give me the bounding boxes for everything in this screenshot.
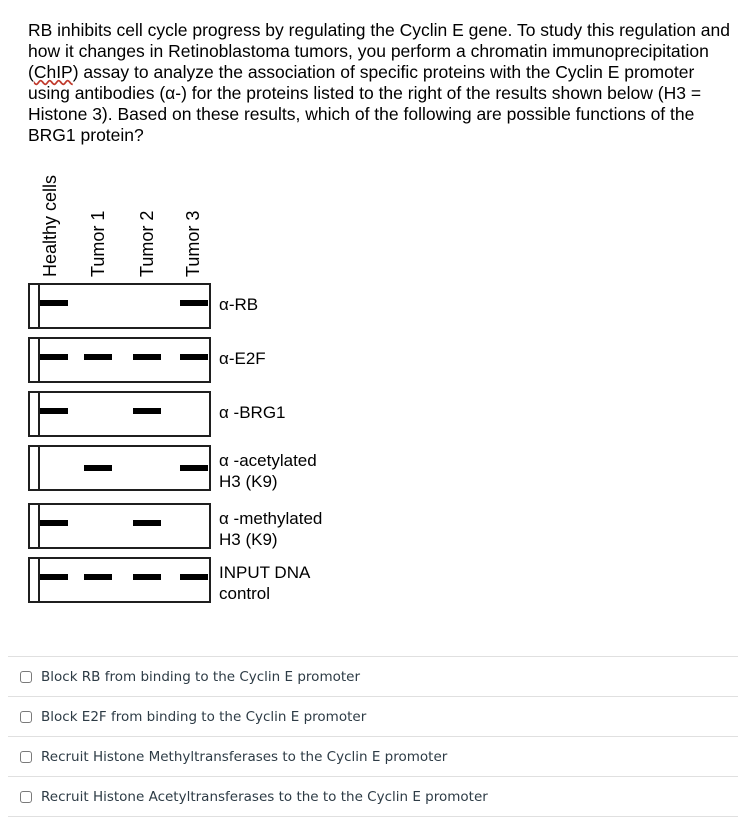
antibody-label-line1: α -methylated bbox=[219, 509, 323, 528]
band-row5-lane2 bbox=[133, 574, 161, 580]
option-label: Recruit Histone Acetyltransferases to the to the Cyclin E promoter bbox=[41, 788, 488, 805]
band-row2-lane2 bbox=[133, 408, 161, 414]
gel-well-edge bbox=[38, 339, 40, 381]
band-row5-lane3 bbox=[180, 574, 208, 580]
answer-options bbox=[8, 656, 738, 817]
question-text bbox=[28, 20, 738, 146]
gel-row-3 bbox=[28, 445, 211, 491]
band-row1-lane3 bbox=[180, 354, 208, 360]
antibody-label-line1: INPUT DNA bbox=[219, 563, 311, 582]
band-row4-lane2 bbox=[133, 520, 161, 526]
antibody-label-line2: H3 (K9) bbox=[219, 472, 278, 491]
band-row4-lane0 bbox=[40, 520, 68, 526]
option-checkbox[interactable] bbox=[20, 671, 32, 683]
gel-well-edge bbox=[38, 559, 40, 601]
antibody-label-5 bbox=[219, 562, 310, 604]
antibody-label-4 bbox=[219, 508, 322, 550]
band-row2-lane0 bbox=[40, 408, 68, 414]
band-row1-lane1 bbox=[84, 354, 112, 360]
band-row3-lane1 bbox=[84, 465, 112, 471]
chip-word: ChIP bbox=[33, 62, 73, 82]
gel-well-edge bbox=[38, 505, 40, 547]
antibody-label-line2: control bbox=[219, 584, 271, 603]
lane-label-0: Healthy cells bbox=[40, 174, 60, 277]
antibody-label-line1: α-E2F bbox=[219, 349, 266, 368]
lane-label-3: Tumor 3 bbox=[183, 210, 203, 277]
option-block-rb[interactable] bbox=[8, 656, 738, 696]
gel-row-0 bbox=[28, 283, 211, 329]
antibody-label-1 bbox=[219, 348, 266, 369]
gel-row-5 bbox=[28, 557, 211, 603]
option-checkbox[interactable] bbox=[20, 751, 32, 763]
band-row5-lane0 bbox=[40, 574, 68, 580]
antibody-label-line1: α -acetylated bbox=[219, 451, 317, 470]
question-text-start: RB inhibits cell cycle progress by regulating the Cyclin E gene. To study this regulation and how it changes in Retinoblastoma tumors, you perform a chromatin immunoprecipitation ( bbox=[28, 20, 730, 82]
gel-row-4 bbox=[28, 503, 211, 549]
band-row0-lane3 bbox=[180, 300, 208, 306]
antibody-label-3 bbox=[219, 450, 317, 492]
band-row1-lane0 bbox=[40, 354, 68, 360]
gel-row-2 bbox=[28, 391, 211, 437]
band-row1-lane2 bbox=[133, 354, 161, 360]
antibody-label-0 bbox=[219, 294, 258, 315]
gel-well-edge bbox=[38, 393, 40, 435]
option-checkbox[interactable] bbox=[20, 791, 32, 803]
option-recruit-methyltransferases[interactable] bbox=[8, 736, 738, 776]
question-text-end: ) assay to analyze the association of specific proteins with the Cyclin E promoter using antibodies (α-) for the proteins listed to the right of the results shown below (H3 = Histone 3). Based on these results, which of the following are possible functions of the BRG1 protein? bbox=[28, 62, 702, 145]
option-block-e2f[interactable] bbox=[8, 696, 738, 736]
antibody-label-line1: α -BRG1 bbox=[219, 403, 286, 422]
antibody-label-2 bbox=[219, 402, 286, 423]
band-row0-lane0 bbox=[40, 300, 68, 306]
option-label: Recruit Histone Methyltransferases to the Cyclin E promoter bbox=[41, 748, 448, 765]
option-recruit-acetyltransferases[interactable] bbox=[8, 776, 738, 817]
gel-row-1 bbox=[28, 337, 211, 383]
gel-well-edge bbox=[38, 285, 40, 327]
lane-label-1: Tumor 1 bbox=[88, 210, 108, 277]
option-label: Block RB from binding to the Cyclin E promoter bbox=[41, 668, 360, 685]
band-row3-lane3 bbox=[180, 465, 208, 471]
gel-well-edge bbox=[38, 447, 40, 489]
antibody-label-line1: α-RB bbox=[219, 295, 259, 314]
antibody-label-line2: H3 (K9) bbox=[219, 530, 278, 549]
lane-label-2: Tumor 2 bbox=[137, 210, 157, 277]
band-row5-lane1 bbox=[84, 574, 112, 580]
option-checkbox[interactable] bbox=[20, 711, 32, 723]
option-label: Block E2F from binding to the Cyclin E promoter bbox=[41, 708, 367, 725]
